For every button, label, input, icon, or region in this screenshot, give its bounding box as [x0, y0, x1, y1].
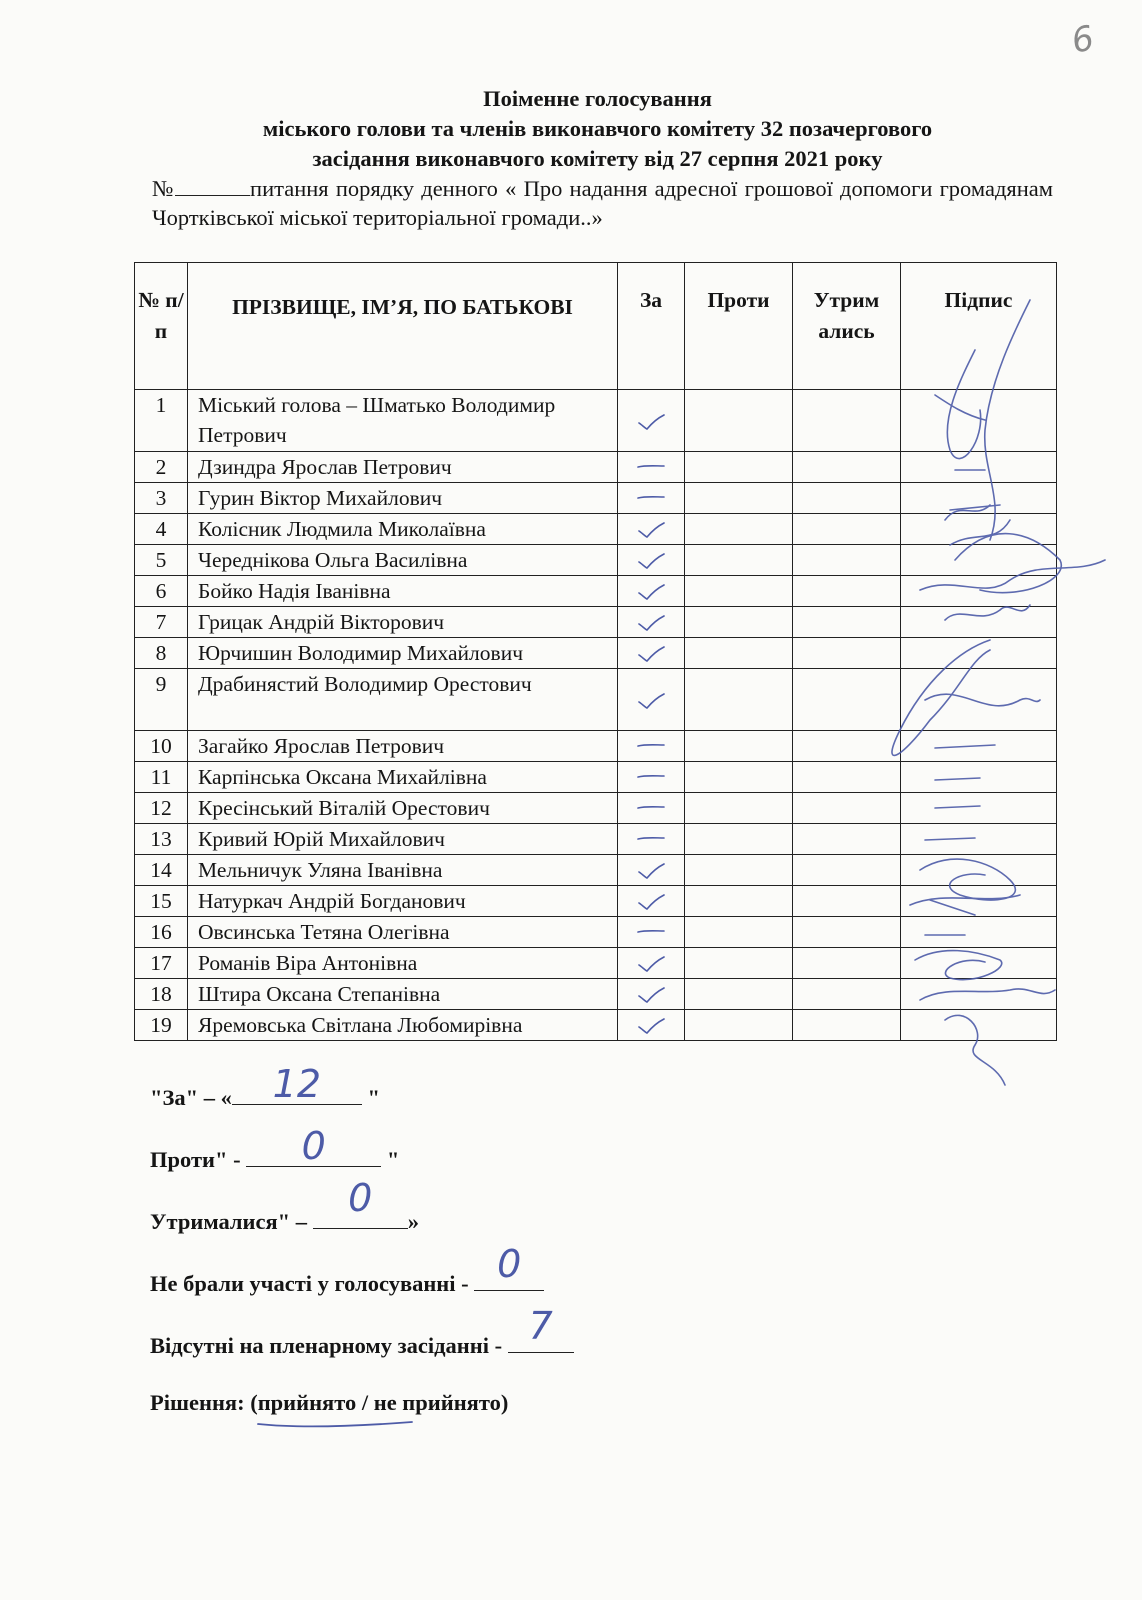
totals-for-tail: " — [361, 1085, 380, 1110]
vote-for-cell — [618, 1010, 685, 1041]
table-header-row — [135, 263, 1057, 390]
row-number: 9 — [135, 669, 188, 731]
vote-abstained-cell — [793, 948, 901, 979]
row-number: 1 — [135, 390, 188, 452]
vote-against-cell — [685, 483, 793, 514]
vote-against-cell — [685, 979, 793, 1010]
member-name: Драбинястий Володимир Орестович — [188, 669, 618, 731]
check-mark-icon — [637, 645, 665, 663]
totals-against-value: 0 — [301, 1124, 326, 1168]
dash-mark-icon — [636, 803, 666, 813]
member-name: Кривий Юрій Михайлович — [188, 824, 618, 855]
vote-for-cell — [618, 576, 685, 607]
dash-mark-icon — [636, 462, 666, 472]
table-row — [135, 824, 1057, 855]
table-row — [135, 886, 1057, 917]
vote-abstained-cell — [793, 855, 901, 886]
agenda-text: питання порядку денного « Про надання адресної грошової допомоги громадянам Чортківської міської територіальної громади..» — [152, 176, 1054, 230]
table-row — [135, 545, 1057, 576]
member-name: Череднікова Ольга Василівна — [188, 545, 618, 576]
agenda-item — [152, 174, 1053, 232]
member-name: Романів Віра Антонівна — [188, 948, 618, 979]
member-name: Овсинська Тетяна Олегівна — [188, 917, 618, 948]
check-mark-icon — [637, 1017, 665, 1035]
check-mark-icon — [637, 955, 665, 973]
vote-for-cell — [618, 607, 685, 638]
totals-abstained-label: Утрималися" – — [150, 1209, 313, 1234]
totals-against-label: Проти" - — [150, 1147, 247, 1172]
row-number: 5 — [135, 545, 188, 576]
signature-cell — [901, 824, 1057, 855]
vote-for-cell — [618, 390, 685, 452]
signature-cell — [901, 607, 1057, 638]
vote-for-cell — [618, 886, 685, 917]
vote-for-cell — [618, 824, 685, 855]
member-name: Загайко Ярослав Петрович — [188, 731, 618, 762]
table-body — [135, 390, 1057, 1041]
vote-abstained-cell — [793, 762, 901, 793]
member-name: Карпінська Оксана Михайлівна — [188, 762, 618, 793]
dash-mark-icon — [636, 927, 666, 937]
vote-against-cell — [685, 1010, 793, 1041]
decision-underline-mark — [256, 1418, 416, 1430]
vote-against-cell — [685, 390, 793, 452]
vote-against-cell — [685, 886, 793, 917]
vote-for-cell — [618, 855, 685, 886]
dash-mark-icon — [636, 741, 666, 751]
totals-for-field — [232, 1062, 362, 1106]
member-name: Дзиндра Ярослав Петрович — [188, 452, 618, 483]
totals-absent-label: Відсутні на пленарному засіданні - — [150, 1333, 508, 1358]
check-mark-icon — [637, 552, 665, 570]
signature-cell — [901, 855, 1057, 886]
totals-not-voted-value: 0 — [497, 1242, 522, 1286]
row-number: 4 — [135, 514, 188, 545]
check-mark-icon — [637, 614, 665, 632]
vote-against-cell — [685, 917, 793, 948]
decision-label: Рішення: (прийнято / не прийнято) — [150, 1390, 509, 1415]
signature-cell — [901, 886, 1057, 917]
table-row — [135, 979, 1057, 1010]
row-number: 15 — [135, 886, 188, 917]
member-name: Мельничук Уляна Іванівна — [188, 855, 618, 886]
member-name: Натуркач Андрій Богданович — [188, 886, 618, 917]
table-row — [135, 576, 1057, 607]
title-line-3: засідання виконавчого комітету від 27 серпня 2021 року — [312, 146, 883, 171]
table-row — [135, 917, 1057, 948]
vote-against-cell — [685, 514, 793, 545]
header-num: № п/п — [135, 263, 188, 390]
check-mark-icon — [637, 692, 665, 710]
totals-absent-row — [150, 1304, 574, 1359]
check-mark-icon — [637, 521, 665, 539]
vote-for-cell — [618, 452, 685, 483]
vote-for-cell — [618, 979, 685, 1010]
vote-against-cell — [685, 576, 793, 607]
table-row — [135, 793, 1057, 824]
row-number: 14 — [135, 855, 188, 886]
vote-against-cell — [685, 545, 793, 576]
signature-cell — [901, 1010, 1057, 1041]
row-number: 10 — [135, 731, 188, 762]
table-row — [135, 638, 1057, 669]
totals-abstained-field — [313, 1176, 408, 1229]
totals-abstained-value: 0 — [348, 1176, 373, 1220]
table-row — [135, 452, 1057, 483]
vote-for-cell — [618, 762, 685, 793]
row-number: 6 — [135, 576, 188, 607]
vote-abstained-cell — [793, 793, 901, 824]
vote-for-cell — [618, 917, 685, 948]
row-number: 2 — [135, 452, 188, 483]
vote-abstained-cell — [793, 886, 901, 917]
signature-cell — [901, 576, 1057, 607]
vote-abstained-cell — [793, 979, 901, 1010]
totals-against-field — [246, 1124, 381, 1168]
member-name: Яремовська Світлана Любомирівна — [188, 1010, 618, 1041]
vote-abstained-cell — [793, 390, 901, 452]
row-number: 16 — [135, 917, 188, 948]
table-row — [135, 390, 1057, 452]
signature-cell — [901, 483, 1057, 514]
totals-for-label: "За" – « — [150, 1085, 232, 1110]
signature-cell — [901, 793, 1057, 824]
vote-for-cell — [618, 669, 685, 731]
vote-for-cell — [618, 948, 685, 979]
signature-cell — [901, 731, 1057, 762]
table-row — [135, 855, 1057, 886]
table-row — [135, 948, 1057, 979]
decision-row — [150, 1390, 508, 1416]
table-row — [135, 483, 1057, 514]
table-row — [135, 669, 1057, 731]
vote-against-cell — [685, 452, 793, 483]
signature-cell — [901, 390, 1057, 452]
row-number: 11 — [135, 762, 188, 793]
vote-abstained-cell — [793, 824, 901, 855]
totals-for-row — [150, 1062, 380, 1111]
totals-not-voted-label: Не брали участі у голосуванні - — [150, 1271, 475, 1296]
vote-abstained-cell — [793, 731, 901, 762]
signature-cell — [901, 545, 1057, 576]
row-number: 12 — [135, 793, 188, 824]
check-mark-icon — [637, 893, 665, 911]
vote-abstained-cell — [793, 607, 901, 638]
check-mark-icon — [637, 583, 665, 601]
signature-cell — [901, 452, 1057, 483]
vote-abstained-cell — [793, 545, 901, 576]
vote-against-cell — [685, 855, 793, 886]
dash-mark-icon — [636, 834, 666, 844]
totals-for-value: 12 — [272, 1062, 322, 1106]
totals-against-tail: " — [381, 1147, 400, 1172]
check-mark-icon — [637, 986, 665, 1004]
totals-not-voted-row — [150, 1242, 544, 1297]
member-name: Бойко Надія Іванівна — [188, 576, 618, 607]
signature-cell — [901, 948, 1057, 979]
row-number: 8 — [135, 638, 188, 669]
vote-abstained-cell — [793, 638, 901, 669]
vote-abstained-cell — [793, 669, 901, 731]
vote-against-cell — [685, 638, 793, 669]
voting-table — [134, 262, 1057, 1041]
vote-for-cell — [618, 638, 685, 669]
vote-against-cell — [685, 607, 793, 638]
row-number: 19 — [135, 1010, 188, 1041]
vote-for-cell — [618, 545, 685, 576]
vote-abstained-cell — [793, 483, 901, 514]
signature-cell — [901, 917, 1057, 948]
vote-abstained-cell — [793, 917, 901, 948]
totals-abstained-tail: » — [407, 1209, 419, 1234]
table-row — [135, 731, 1057, 762]
table-row — [135, 762, 1057, 793]
member-name: Міський голова – Шматько Володимир Петрович — [188, 390, 618, 452]
header-for: За — [618, 263, 685, 390]
member-name: Колісник Людмила Миколаївна — [188, 514, 618, 545]
member-name: Штира Оксана Степанівна — [188, 979, 618, 1010]
vote-for-cell — [618, 731, 685, 762]
totals-absent-field — [508, 1304, 574, 1353]
member-name: Грицак Андрій Вікторович — [188, 607, 618, 638]
dash-mark-icon — [636, 493, 666, 503]
page-number: 6 — [1068, 18, 1098, 62]
header-signature: Підпис — [901, 263, 1057, 390]
vote-against-cell — [685, 669, 793, 731]
vote-against-cell — [685, 762, 793, 793]
member-name: Гурин Віктор Михайлович — [188, 483, 618, 514]
title-line-2: міського голови та членів виконавчого комітету 32 позачергового — [262, 116, 933, 141]
row-number: 13 — [135, 824, 188, 855]
totals-not-voted-field — [474, 1242, 544, 1291]
vote-against-cell — [685, 731, 793, 762]
vote-for-cell — [618, 514, 685, 545]
member-name: Кресінський Віталій Орестович — [188, 793, 618, 824]
row-number: 17 — [135, 948, 188, 979]
vote-abstained-cell — [793, 452, 901, 483]
vote-against-cell — [685, 948, 793, 979]
vote-abstained-cell — [793, 576, 901, 607]
signature-cell — [901, 762, 1057, 793]
row-number: 3 — [135, 483, 188, 514]
totals-against-row — [150, 1124, 400, 1173]
totals-absent-value: 7 — [528, 1304, 553, 1348]
vote-against-cell — [685, 824, 793, 855]
header-abstained: Утрим ались — [793, 263, 901, 390]
vote-for-cell — [618, 483, 685, 514]
header-against: Проти — [685, 263, 793, 390]
agenda-number-sign: № — [152, 176, 176, 201]
member-name: Юрчишин Володимир Михайлович — [188, 638, 618, 669]
signature-cell — [901, 638, 1057, 669]
table-row — [135, 607, 1057, 638]
totals-abstained-row — [150, 1176, 419, 1235]
agenda-number-blank — [175, 175, 250, 196]
vote-against-cell — [685, 793, 793, 824]
table-row — [135, 1010, 1057, 1041]
row-number: 7 — [135, 607, 188, 638]
signature-cell — [901, 669, 1057, 731]
vote-abstained-cell — [793, 514, 901, 545]
vote-abstained-cell — [793, 1010, 901, 1041]
check-mark-icon — [637, 862, 665, 880]
vote-for-cell — [618, 793, 685, 824]
row-number: 18 — [135, 979, 188, 1010]
document-title — [140, 84, 1055, 174]
title-line-1: Поіменне голосування — [483, 86, 712, 111]
check-mark-icon — [637, 413, 665, 431]
signature-cell — [901, 979, 1057, 1010]
table-row — [135, 514, 1057, 545]
dash-mark-icon — [636, 772, 666, 782]
header-name: ПРІЗВИЩЕ, ІМ’Я, ПО БАТЬКОВІ — [188, 263, 618, 390]
signature-cell — [901, 514, 1057, 545]
